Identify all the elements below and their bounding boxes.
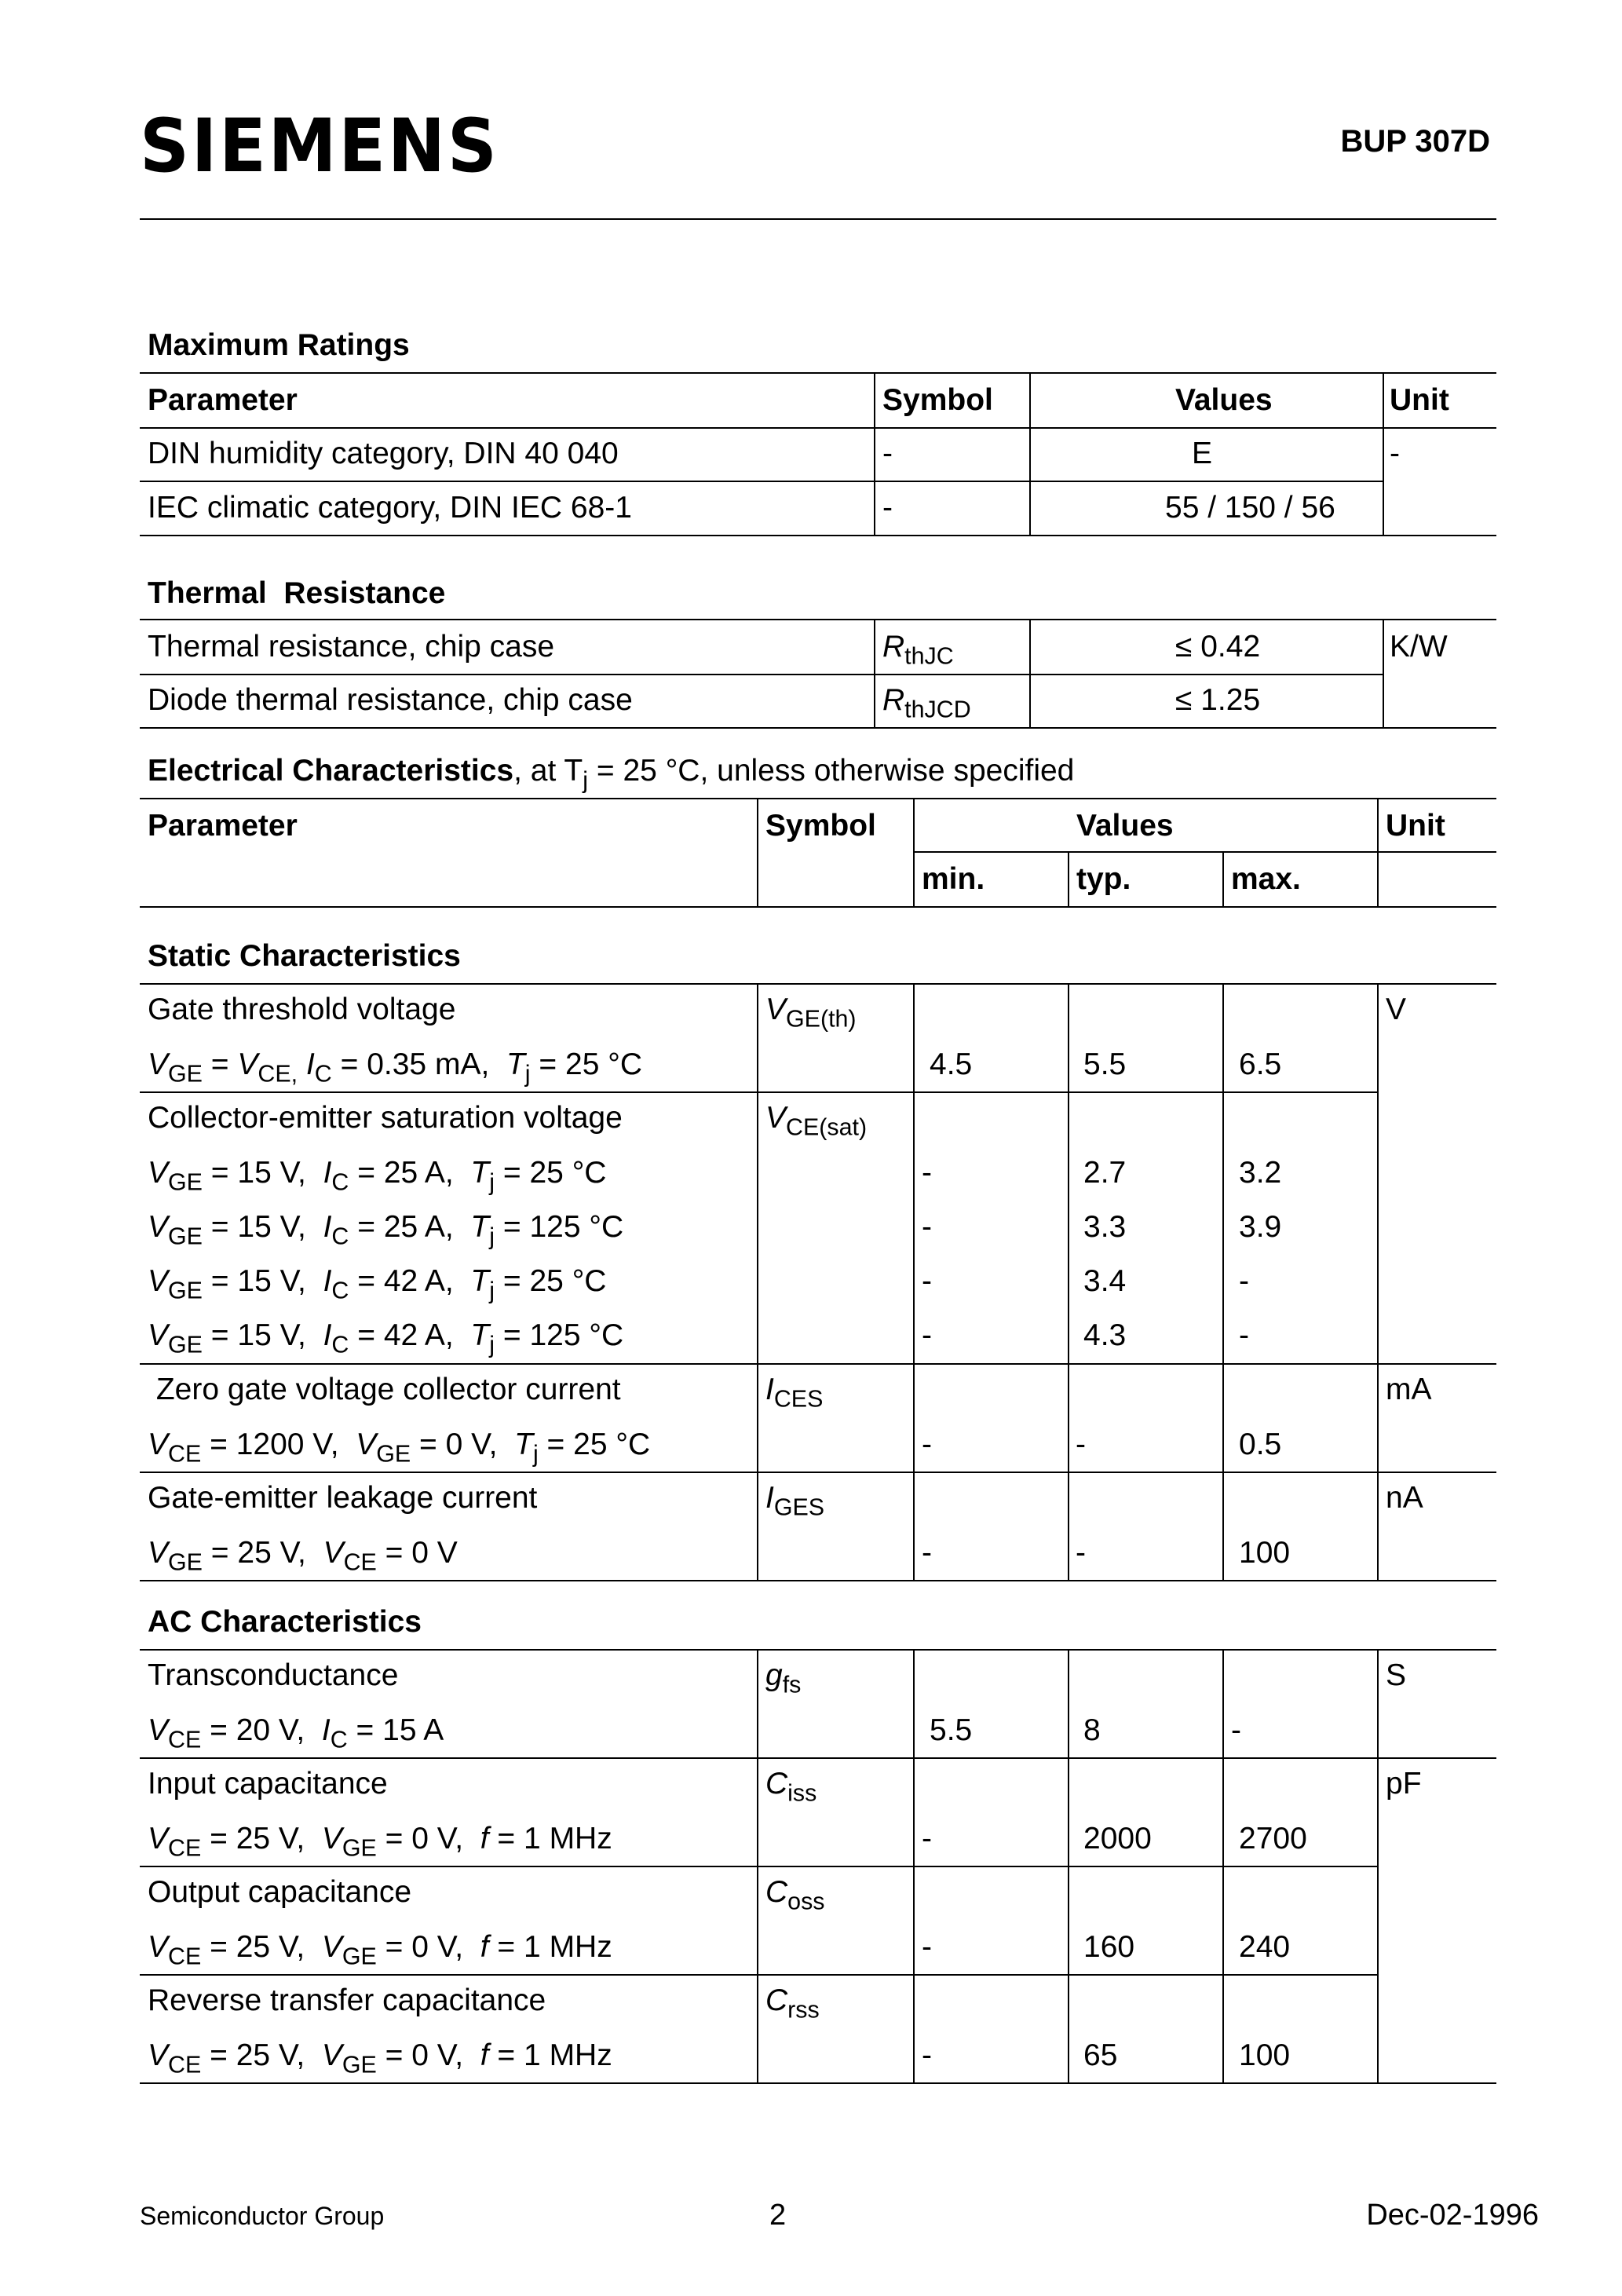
table-rule bbox=[140, 1091, 1377, 1093]
table-rule bbox=[140, 1757, 1496, 1759]
saturation-label: Collector-emitter saturation voltage bbox=[148, 1101, 623, 1135]
unit-ma: mA bbox=[1386, 1373, 1432, 1406]
table-rule bbox=[913, 1649, 915, 2082]
sat-min: - bbox=[922, 1318, 932, 1352]
gfs-max: - bbox=[1231, 1713, 1241, 1747]
iec-climatic-parameter: IEC climatic category, DIN IEC 68-1 bbox=[148, 491, 632, 525]
table-rule bbox=[1222, 1649, 1224, 2082]
sat-max: 3.2 bbox=[1239, 1156, 1282, 1190]
iges-label: Gate-emitter leakage current bbox=[148, 1481, 538, 1515]
sat-typ: 3.4 bbox=[1083, 1264, 1127, 1298]
iges-typ: - bbox=[1076, 1536, 1086, 1570]
unit-siemens: S bbox=[1386, 1658, 1407, 1692]
gfs-condition: $V_{CE} = 20$ V, $I_C = 15$ A bbox=[148, 1713, 444, 1753]
ices-typ: - bbox=[1076, 1428, 1086, 1461]
sat-min: - bbox=[922, 1210, 932, 1244]
vcesat-symbol: $V_{CE(sat)}$ bbox=[765, 1101, 868, 1141]
ec-header-symbol: Symbol bbox=[765, 809, 876, 843]
table-rule bbox=[913, 983, 915, 1580]
footer-date: Dec-02-1996 bbox=[1366, 2199, 1539, 2232]
table-rule bbox=[1068, 1649, 1069, 2082]
sat-min: - bbox=[922, 1156, 932, 1190]
table-rule bbox=[140, 481, 1384, 482]
ices-max: 0.5 bbox=[1239, 1428, 1282, 1461]
header-values: Values bbox=[1175, 383, 1273, 417]
ec-header-max: max. bbox=[1231, 862, 1301, 896]
unit-volt: V bbox=[1386, 993, 1407, 1026]
vgeth-typ: 5.5 bbox=[1083, 1047, 1127, 1081]
thermal-resistance-title: Thermal Resistance bbox=[148, 576, 446, 610]
table-rule bbox=[140, 535, 1496, 536]
ices-condition: $V_{CE} = 1200$ V, $V_{GE} = 0$ V, $T_j = 25$ °C bbox=[148, 1428, 651, 1468]
din-humidity-symbol: - bbox=[882, 437, 893, 470]
unit-na: nA bbox=[1386, 1481, 1423, 1515]
table-rule bbox=[140, 1472, 1496, 1473]
iges-condition: $V_{GE} = 25$ V, $V_{CE} = 0$ V bbox=[148, 1536, 458, 1576]
iges-symbol: $I_{GES}$ bbox=[765, 1481, 825, 1521]
table-rule bbox=[1068, 983, 1069, 1580]
ec-header-values: Values bbox=[1076, 809, 1174, 843]
table-rule bbox=[140, 1580, 1496, 1581]
din-humidity-value: E bbox=[1192, 437, 1213, 470]
rthjc-parameter: Thermal resistance, chip case bbox=[148, 630, 555, 664]
table-rule bbox=[1377, 1649, 1379, 2082]
rthjc-value: ≤ 0.42 bbox=[1175, 630, 1261, 664]
table-rule bbox=[757, 983, 758, 1580]
table-rule bbox=[874, 372, 875, 535]
sat-max: - bbox=[1239, 1264, 1249, 1298]
ec-header-typ: typ. bbox=[1076, 862, 1131, 896]
gfs-min: 5.5 bbox=[930, 1713, 973, 1747]
crss-typ: 65 bbox=[1083, 2038, 1118, 2072]
crss-condition: $V_{CE} = 25$ V, $V_{GE} = 0$ V, f = 1 MHz bbox=[148, 2038, 612, 2078]
table-rule bbox=[1222, 851, 1224, 906]
din-humidity-unit: - bbox=[1390, 437, 1400, 470]
table-rule bbox=[140, 1649, 1496, 1651]
table-rule bbox=[1377, 983, 1379, 1580]
header-unit: Unit bbox=[1390, 383, 1449, 417]
table-rule bbox=[1068, 851, 1069, 906]
iec-climatic-value: 55 / 150 / 56 bbox=[1165, 491, 1335, 525]
sat-max: 3.9 bbox=[1239, 1210, 1282, 1244]
static-characteristics-title: Static Characteristics bbox=[148, 939, 461, 973]
sat-min: - bbox=[922, 1264, 932, 1298]
rthjcd-value: ≤ 1.25 bbox=[1175, 683, 1261, 717]
coss-min: - bbox=[922, 1930, 932, 1964]
table-rule bbox=[140, 372, 1496, 374]
unit-pf: pF bbox=[1386, 1767, 1422, 1801]
table-rule bbox=[1222, 983, 1224, 1580]
ec-header-parameter: Parameter bbox=[148, 809, 298, 843]
table-rule bbox=[1029, 619, 1031, 727]
vgeth-symbol: $V_{GE(th)}$ bbox=[765, 993, 857, 1033]
ec-header-min: min. bbox=[922, 862, 985, 896]
sat-condition: $V_{GE} = 15$ V, $I_C = 25$ A, $T_j = 125$ °C bbox=[148, 1210, 624, 1250]
sat-typ: 4.3 bbox=[1083, 1318, 1127, 1352]
footer-group: Semiconductor Group bbox=[140, 2202, 385, 2230]
din-humidity-parameter: DIN humidity category, DIN 40 040 bbox=[148, 437, 619, 470]
table-rule bbox=[140, 1363, 1496, 1365]
table-rule bbox=[757, 798, 758, 906]
coss-max: 240 bbox=[1239, 1930, 1291, 1964]
table-rule bbox=[874, 619, 875, 727]
iec-climatic-symbol: - bbox=[882, 491, 893, 525]
header-divider bbox=[140, 218, 1496, 220]
sat-condition: $V_{GE} = 15$ V, $I_C = 42$ A, $T_j = 25$ °C bbox=[148, 1264, 607, 1304]
sat-condition: $V_{GE} = 15$ V, $I_C = 42$ A, $T_j = 125$ °C bbox=[148, 1318, 624, 1358]
table-rule bbox=[1383, 372, 1384, 535]
vgeth-min: 4.5 bbox=[930, 1047, 973, 1081]
table-rule bbox=[140, 906, 1496, 908]
sat-condition: $V_{GE} = 15$ V, $I_C = 25$ A, $T_j = 25$ °C bbox=[148, 1156, 607, 1196]
table-rule bbox=[140, 983, 1496, 985]
ciss-label: Input capacitance bbox=[148, 1767, 388, 1801]
table-rule bbox=[140, 1974, 1377, 1976]
table-rule bbox=[757, 1649, 758, 2082]
rthjcd-symbol: $R_{thJCD}$ bbox=[882, 683, 971, 723]
crss-max: 100 bbox=[1239, 2038, 1291, 2072]
ec-header-unit: Unit bbox=[1386, 809, 1445, 843]
table-rule bbox=[140, 427, 1496, 429]
sat-typ: 3.3 bbox=[1083, 1210, 1127, 1244]
ices-min: - bbox=[922, 1428, 932, 1461]
crss-symbol: $C_{rss}$ bbox=[765, 1983, 820, 2024]
sat-typ: 2.7 bbox=[1083, 1156, 1127, 1190]
header-parameter: Parameter bbox=[148, 383, 298, 417]
table-rule bbox=[140, 798, 1496, 799]
table-rule bbox=[1377, 798, 1379, 906]
crss-label: Reverse transfer capacitance bbox=[148, 1983, 546, 2017]
sat-max: - bbox=[1239, 1318, 1249, 1352]
gate-threshold-condition: $V_{GE} = V_{CE,}$ $I_C = 0.35$ mA, $T_j = 25$ °C bbox=[148, 1047, 642, 1088]
ciss-min: - bbox=[922, 1822, 932, 1855]
table-rule bbox=[1383, 619, 1384, 727]
maximum-ratings-title: Maximum Ratings bbox=[148, 328, 410, 362]
part-number: BUP 307D bbox=[1340, 124, 1490, 159]
rthjcd-parameter: Diode thermal resistance, chip case bbox=[148, 683, 633, 717]
ciss-symbol: $C_{iss}$ bbox=[765, 1767, 817, 1807]
gfs-typ: 8 bbox=[1083, 1713, 1101, 1747]
table-rule bbox=[140, 619, 1496, 620]
table-rule bbox=[913, 798, 915, 906]
ciss-typ: 2000 bbox=[1083, 1822, 1152, 1855]
gfs-label: Transconductance bbox=[148, 1658, 399, 1692]
iges-min: - bbox=[922, 1536, 932, 1570]
iges-max: 100 bbox=[1239, 1536, 1291, 1570]
ciss-max: 2700 bbox=[1239, 1822, 1307, 1855]
crss-min: - bbox=[922, 2038, 932, 2072]
table-rule bbox=[140, 1866, 1377, 1867]
coss-condition: $V_{CE} = 25$ V, $V_{GE} = 0$ V, f = 1 MHz bbox=[148, 1930, 612, 1970]
ciss-condition: $V_{CE} = 25$ V, $V_{GE} = 0$ V, f = 1 MHz bbox=[148, 1822, 612, 1862]
table-rule bbox=[1029, 372, 1031, 535]
electrical-characteristics-title: Electrical Characteristics, at $T_j = 25$ °C, unless otherwise specified bbox=[148, 754, 1075, 794]
header-symbol: Symbol bbox=[882, 383, 993, 417]
page-number: 2 bbox=[769, 2199, 787, 2232]
table-rule bbox=[140, 674, 1384, 675]
gate-threshold-label: Gate threshold voltage bbox=[148, 993, 456, 1026]
table-rule bbox=[140, 2082, 1496, 2084]
siemens-logo: SIEMENS bbox=[140, 104, 499, 189]
gfs-symbol: $g_{fs}$ bbox=[765, 1658, 802, 1698]
vgeth-max: 6.5 bbox=[1239, 1047, 1282, 1081]
ices-label: Zero gate voltage collector current bbox=[148, 1373, 621, 1406]
coss-label: Output capacitance bbox=[148, 1875, 412, 1909]
ac-characteristics-title: AC Characteristics bbox=[148, 1605, 422, 1639]
rthjc-symbol: $R_{thJC}$ bbox=[882, 630, 954, 670]
thermal-unit: K/W bbox=[1390, 630, 1448, 664]
coss-typ: 160 bbox=[1083, 1930, 1135, 1964]
table-rule bbox=[913, 851, 1496, 853]
coss-symbol: $C_{oss}$ bbox=[765, 1875, 825, 1915]
ices-symbol: $I_{CES}$ bbox=[765, 1373, 824, 1413]
table-rule bbox=[140, 727, 1496, 729]
